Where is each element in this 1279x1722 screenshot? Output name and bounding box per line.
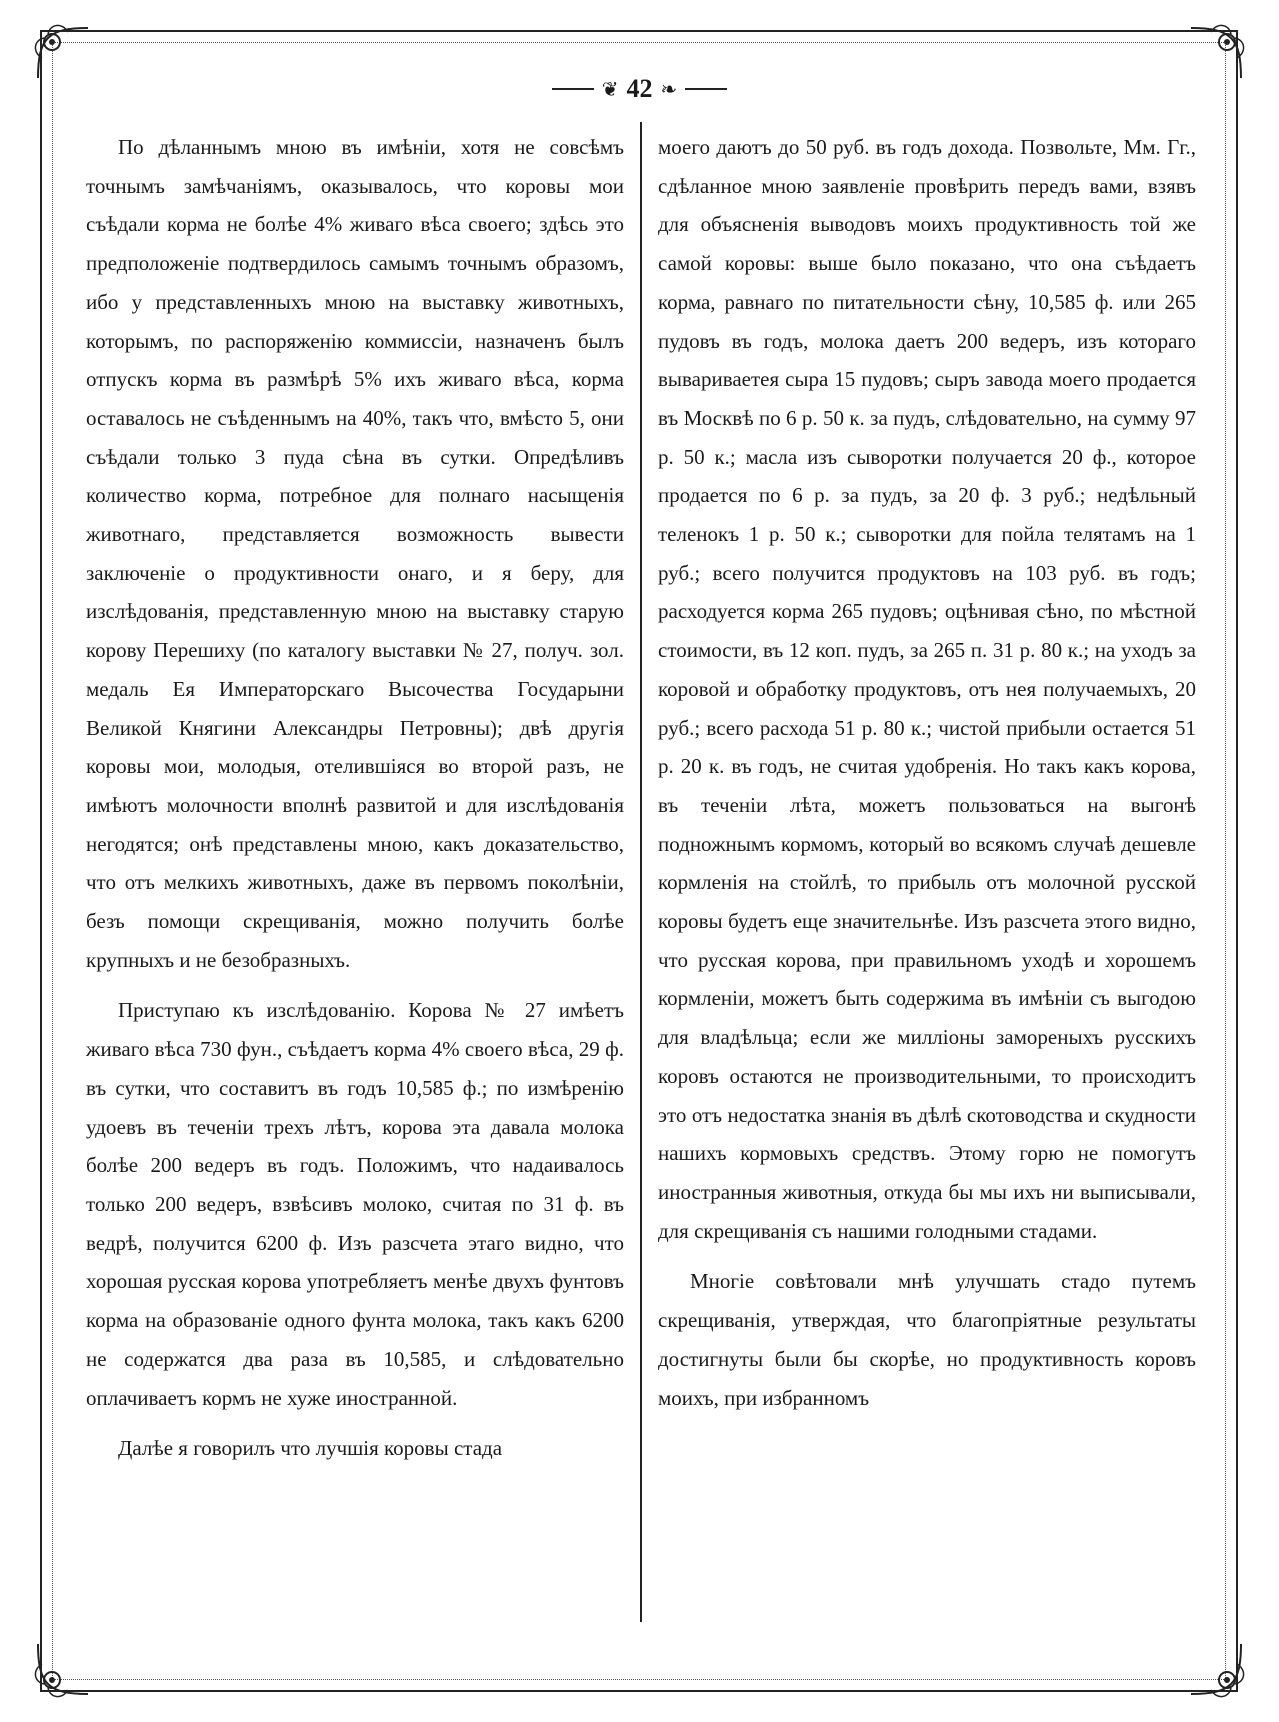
paragraph: Далѣе я говорилъ что лучшія коровы стада — [118, 1436, 503, 1461]
page-header — [0, 74, 1279, 104]
header-rule — [685, 88, 727, 90]
header-ornament-left-icon: ❦ — [601, 77, 619, 101]
header-rule — [552, 88, 594, 90]
header-ornament-right-icon: ❧ — [660, 77, 678, 101]
paragraph: По дѣланнымъ мною въ имѣніи, хотя не совсѣмъ точнымъ замѣчаніямъ, оказывалось, что коровы мои съѣдали корма не болѣе 4% живаго вѣса своего; здѣсь это предположеніе подтвердилось самымъ точнымъ образомъ, ибо у представленныхъ мною на выставку животныхъ, которымъ, по распоряженію коммиссіи, назначенъ былъ отпускъ корма въ размѣрѣ 5% ихъ живаго вѣса, корма оставалось не съѣденнымъ на 40%, такъ что, вмѣсто 5, они съѣдали только 3 пуда сѣна въ сутки. Опредѣливъ количество корма, потребное для полнаго насыщенія животнаго, представляется возможность вывести заключеніе о продуктивности онаго, и я беру, для изслѣдованія, представленную мною на выставку старую корову Перешиху (по каталогу выставки № 27, получ. зол. медаль Ея Императорскаго Высочества Государыни Великой Княгини Александры Петровны); двѣ другія коровы мои, молодыя, отелившіяся во второй разъ, не имѣютъ молочности вполнѣ развитой и для изслѣдованія негодятся; онѣ представлены мною, какъ доказательство, что отъ мелкихъ животныхъ, даже въ первомъ поколѣніи, безъ помощи скрещиванія, можно получить болѣе крупныхъ и не безобразныхъ. — [86, 135, 624, 972]
paragraph: моего даютъ до 50 руб. въ годъ дохода. Позвольте, Мм. Гг., сдѣланное мною заявленіе провѣрить передъ вами, взявъ для объясненія выводовъ моихъ продуктивность той же самой коровы: выше было показано, что она съѣдаетъ корма, равнаго по питательности сѣну, 10,585 ф. или 265 пудовъ въ годъ, молока даетъ 200 ведеръ, изъ котораго вывариваетея сыра 15 пудовъ; сыръ завода моего продается въ Москвѣ по 6 р. 50 к. за пудъ, слѣдовательно, на сумму 97 р. 50 к.; масла изъ сыворотки получается 20 ф., которое продается по 6 р. за пудъ, за 20 ф. 3 руб.; недѣльный теленокъ 1 р. 50 к.; сыворотки для пойла телятамъ на 1 руб.; всего получится продуктовъ на 103 руб. въ годъ; расходуется корма 265 пудовъ; оцѣнивая сѣно, по мѣстной стоимости, въ 12 коп. пудъ, за 265 п. 31 р. 80 к.; на уходъ за коровой и обработку продуктовъ, отъ нея получаемыхъ, 20 руб.; всего расхода 51 р. 80 к.; чистой прибыли остается 51 р. 20 к. въ годъ, не считая удобренія. Но такъ какъ корова, въ теченіи лѣта, можетъ пользоваться на выгонѣ подножнымъ кормомъ, который во всякомъ случаѣ дешевле кормленія на стойлѣ, то прибыль отъ молочной русской коровы будетъ еще значительнѣе. Изъ разсчета этого видно, что русская корова, при правильномъ уходѣ и хорошемъ кормленіи, можетъ быть содержима въ имѣніи съ выгодою для владѣльца; если же милліоны замореныхъ русскихъ коровъ остаются не производительными, то происходитъ это отъ недостатка знанія въ дѣлѣ скотоводства и скудности нашихъ кормовыхъ средствъ. Этому горю не помогутъ иностранныя животныя, откуда бы мы ихъ ни выписывали, для скрещиванія съ нашими голодными стадами. — [658, 135, 1196, 1243]
paragraph: Приступаю къ изслѣдованію. Корова № 27 имѣетъ живаго вѣса 730 фун., съѣдаетъ корма 4% своего вѣса, 29 ф. въ сутки, что составитъ въ годъ 10,585 ф.; по измѣренію удоевъ въ теченіи трехъ лѣтъ, корова эта давала молока болѣе 200 ведеръ въ годъ. Положимъ, что надаивалось только 200 ведеръ, взвѣсивъ молоко, считая по 31 ф. въ ведрѣ, получится 6200 ф. Изъ разсчета этаго видно, что хорошая русская корова употребляетъ менѣе двухъ фунтовъ корма на образованіе одного фунта молока, такъ какъ 6200 не содержатся два раза въ 10,585, и слѣдовательно оплачиваетъ кормъ не хуже иностранной. — [86, 998, 624, 1410]
text-columns — [86, 128, 1226, 1628]
page-number: 42 — [626, 74, 653, 103]
left-column — [86, 128, 640, 1628]
corner-ornament-icon — [28, 1634, 98, 1704]
right-column — [642, 128, 1196, 1628]
corner-ornament-icon — [1181, 1634, 1251, 1704]
paragraph: Многіе совѣтовали мнѣ улучшать стадо путемъ скрещиванія, утверждая, что благопріятные результаты достигнуты были бы скорѣе, но продуктивность коровъ моихъ, при избранномъ — [658, 1269, 1196, 1410]
